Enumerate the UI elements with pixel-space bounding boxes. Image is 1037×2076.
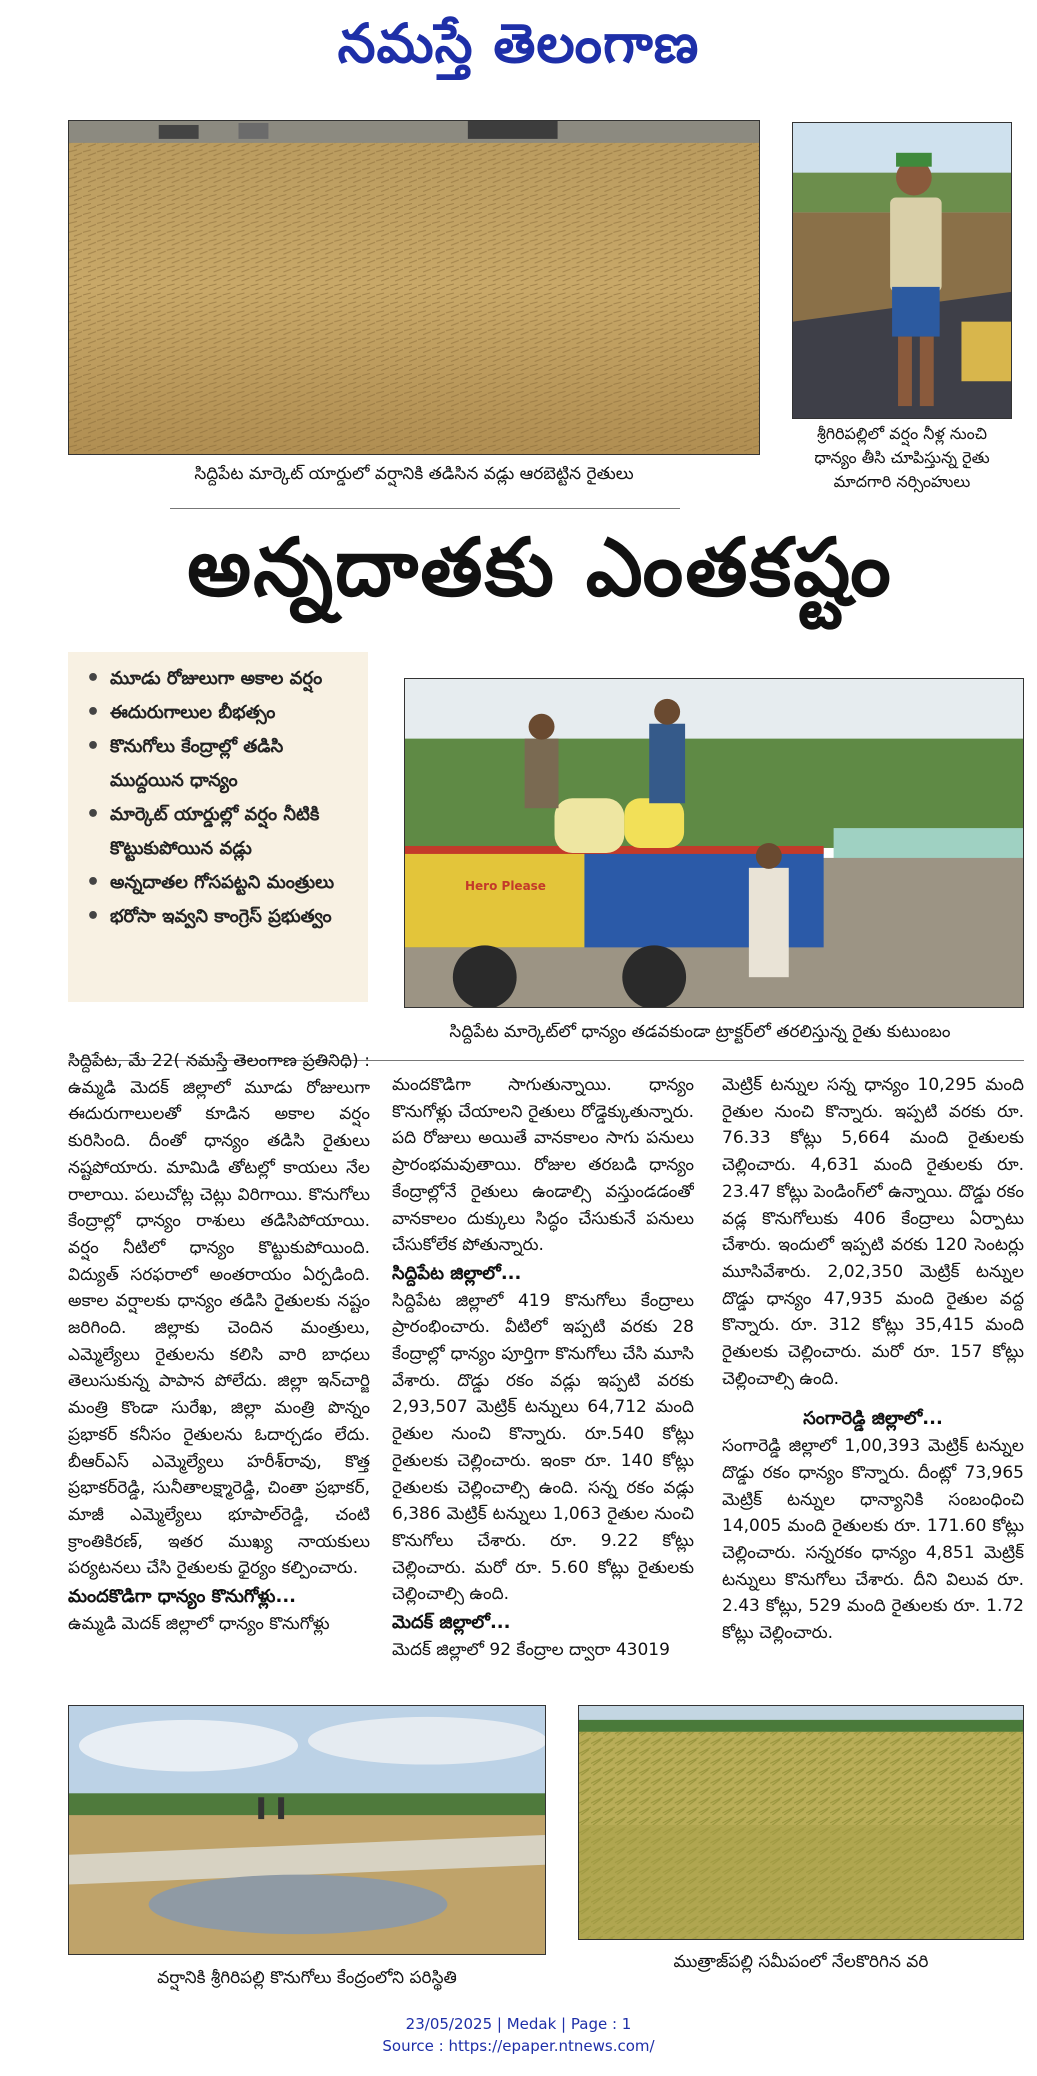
photo-market-yard-paddy (68, 120, 760, 455)
photo-farmer-showing-grain (792, 122, 1012, 419)
caption-farmer-line-1: శ్రీగిరిపల్లిలో వర్షం నీళ్ల నుంచి (816, 424, 988, 443)
highlight-item: • అన్నదాతల గోసపట్టని మంత్రులు (80, 866, 360, 900)
article-col1-para1: సిద్దిపేట, మే 22( నమస్తే తెలంగాణ ప్రతినిధి) : ఉమ్మడి మెదక్ జిల్లాలో మూడు రోజులుగా ఈదురుగాలులతో కూడిన అకాల వర్షం కురిసింది. దీంతో ధాన్యం తడిసి రైతులు నష్టపోయారు. మామిడి తోటల్లో కాయలు నేల రాలాయి. పలుచోట్ల చెట్లు విరిగాయి. కొనుగోలు కేంద్రాల్లో ధాన్యం రాశులు తడిసిపోయాయి. వర్షం నీటిలో ధాన్యం కొట్టుకుపోయింది. విద్యుత్ సరఫరాలో అంతరాయం ఏర్పడింది. అకాల వర్షాలకు ధాన్యం తడిసి రైతులకు నష్టం జరిగింది. జిల్లాకు చెందిన మంత్రులు, ఎమ్మెల్యేలు రైతులను కలిసి వారి బాధలు తెలుసుకున్న పాపాన పోలేదు. జిల్లా ఇన్‌చార్జి మంత్రి కొండా సురేఖ, జిల్లా మంత్రి పొన్నం ప్రభాకర్ కనీసం రైతులను ఓదార్చడం లేదు. బీఆర్ఎస్ ఎమ్మెల్యేలు హరీశ్‌రావు, కొత్త ప్రభాకర్‌రెడ్డి, సునీతాలక్ష్మారెడ్డి, చింతా ప్రభాకర్, మాజీ ఎమ్మెల్యేలు భూపాల్‌రెడ్డి, చంటి క్రాంతికిరణ్, ఇతర ముఖ్య నాయకులు పర్యటనలు చేసి రైతులకు ధైర్యం కల్పించారు. (68, 1051, 370, 1579)
caption-flooded-centre: వర్షానికి శ్రీగిరిపల్లి కొనుగోలు కేంద్రంలోని పరిస్థితి (157, 1968, 457, 1988)
highlight-item: • కొనుగోలు కేంద్రాల్లో తడిసి ముద్దయిన ధాన్యం (80, 730, 360, 798)
subhead-slow-procurement: మందకొడిగా ధాన్యం కొనుగోళ్లు... (68, 1586, 297, 1608)
tractor-plate-text: Hero Please (465, 879, 546, 893)
caption-lodged-crop: ముత్రాజ్‌పల్లి సమీపంలో నేలకొరిగిన వరి (673, 1952, 929, 1972)
caption-market-yard: సిద్దిపేట మార్కెట్ యార్డులో వర్షానికి తడిసిన వడ్లు ఆరబెట్టిన రైతులు (194, 464, 634, 484)
article-col3-para1: మెట్రిక్ టన్నుల సన్న ధాన్యం 10,295 మంది రైతుల నుంచి కొన్నారు. ఇప్పటి వరకు రూ. 76.33 కోట్లు 5,664 మంది రైతులకు చెల్లించారు. 4,631 మంది రైతులకు రూ. 23.47 కోట్లు పెండింగ్‌లో ఉన్నాయి. దొడ్డు రకం వడ్ల కొనుగోలుకు 406 కేంద్రాలు ఏర్పాటు చేశారు. ఇందులో ఇప్పటి వరకు 120 సెంటర్లు మూసివేశారు. 2,02,350 మెట్రిక్ టన్నుల దొడ్డు ధాన్యం 47,935 మంది రైతుల వద్ద కొన్నారు. రూ. 312 కోట్లు 35,415 మంది రైతులకు చెల్లించారు. మరో రూ. 157 కోట్లు చెల్లించాల్సి ఉంది. (722, 1075, 1024, 1389)
photo-flooded-procurement-centre (68, 1705, 546, 1955)
subhead-medak-district: మెదక్ జిల్లాలో... (392, 1612, 511, 1634)
headline: అన్నదాతకు ఎంతకష్టం (187, 521, 893, 614)
highlights-box (68, 652, 368, 1002)
highlights-list (80, 662, 360, 934)
photo-lodged-paddy-crop (578, 1705, 1024, 1940)
highlight-item: • భరోసా ఇవ్వని కాంగ్రెస్ ప్రభుత్వం (80, 900, 360, 934)
article-col2-para2: సిద్దిపేట జిల్లాలో 419 కొనుగోలు కేంద్రాలు ప్రారంభించారు. వీటిలో ఇప్పటి వరకు 28 కేంద్రాల్లో ధాన్యం పూర్తిగా కొనుగోలు చేసి మూసి వేశారు. దొడ్డు రకం వడ్లు ఇప్పటి వరకు 2,93,507 మెట్రిక్ టన్నులు 64,712 మంది రైతుల నుంచి కొన్నారు. రూ.540 కోట్లు రైతులకు చెల్లించారు. ఇంకా రూ. 140 కోట్లు రైతులకు చెల్లించాల్సి ఉంది. సన్న రకం వడ్లు 6,386 మెట్రిక్ టన్నులు 1,063 రైతుల నుంచి కొనుగోలు చేశారు. రూ. 9.22 కోట్లు చెల్లించారు. మరో రూ. 5.60 కోట్లు రైతులకు చెల్లించాల్సి ఉంది. (392, 1290, 694, 1605)
subhead-siddipet-district: సిద్దిపేట జిల్లాలో... (392, 1262, 522, 1284)
page-footer (0, 2013, 1037, 2057)
footer-edition-info: 23/05/2025 | Medak | Page : 1 (405, 2015, 632, 2033)
article-col2-para1: మందకొడిగా సాగుతున్నాయి. ధాన్యం కొనుగోళ్లు చేయాలని రైతులు రోడ్డెక్కుతున్నారు. పది రోజులు అయితే వానకాలం సాగు పనులు ప్రారంభమవుతాయి. రోజుల తరబడి ధాన్యం కేంద్రాల్లోనే రైతులు ఉండాల్సి వస్తుండడంతో వానకాలం దుక్కులు సిద్ధం చేసుకునే పనులు చేసుకోలేక పోతున్నారు. (392, 1075, 694, 1256)
highlight-item: • మార్కెట్ యార్డుల్లో వర్షం నీటికి కొట్టుకుపోయిన వడ్లు (80, 798, 360, 866)
caption-farmer (780, 422, 1024, 494)
article-col3-para2: సంగారెడ్డి జిల్లాలో 1,00,393 మెట్రిక్ టన్నుల దొడ్డు రకం ధాన్యం కొన్నారు. దీంట్లో 73,965 మెట్రిక్ టన్నుల ధాన్యానికి సంబంధించి 14,005 మంది రైతులకు రూ. 171.60 కోట్లు చెల్లించారు. సన్నరకం ధాన్యం 4,851 మెట్రిక్ టన్నులు కొనుగోలు చేశారు. దీని విలువ రూ. 2.43 కోట్లు, 529 మంది రైతులకు రూ. 1.72 కోట్లు చెల్లించారు. (722, 1436, 1024, 1644)
article-column-1 (68, 1048, 370, 1688)
article-col2-para3: మెదక్ జిల్లాలో 92 కేంద్రాల ద్వారా 43019 (392, 1639, 670, 1660)
footer-source-link[interactable]: Source : https://epaper.ntnews.com/ (382, 2037, 655, 2055)
caption-tractor: సిద్దిపేట మార్కెట్‌లో ధాన్యం తడవకుండా ట్రాక్టర్‌లో తరలిస్తున్న రైతు కుటుంబం (449, 1022, 951, 1042)
highlight-item: • ఈదురుగాలుల బీభత్సం (80, 696, 360, 730)
caption-farmer-line-2: ధాన్యం తీసి చూపిస్తున్న రైతు (814, 448, 990, 467)
caption-farmer-line-3: మాదగారి నర్సింహులు (833, 472, 971, 491)
article-column-2 (392, 1072, 694, 1688)
newspaper-logo: నమస్తే తెలంగాణ (337, 11, 700, 75)
article-column-3 (722, 1072, 1024, 1688)
highlight-item: • మూడు రోజులుగా అకాల వర్షం (80, 662, 360, 696)
masthead (0, 6, 1037, 80)
article-col1-para2: ఉమ్మడి మెదక్ జిల్లాలో ధాన్యం కొనుగోళ్లు (68, 1613, 330, 1634)
photo-tractor-family (404, 678, 1024, 1008)
subhead-sangareddy-district: సంగారెడ్డి జిల్లాలో... (803, 1408, 943, 1430)
